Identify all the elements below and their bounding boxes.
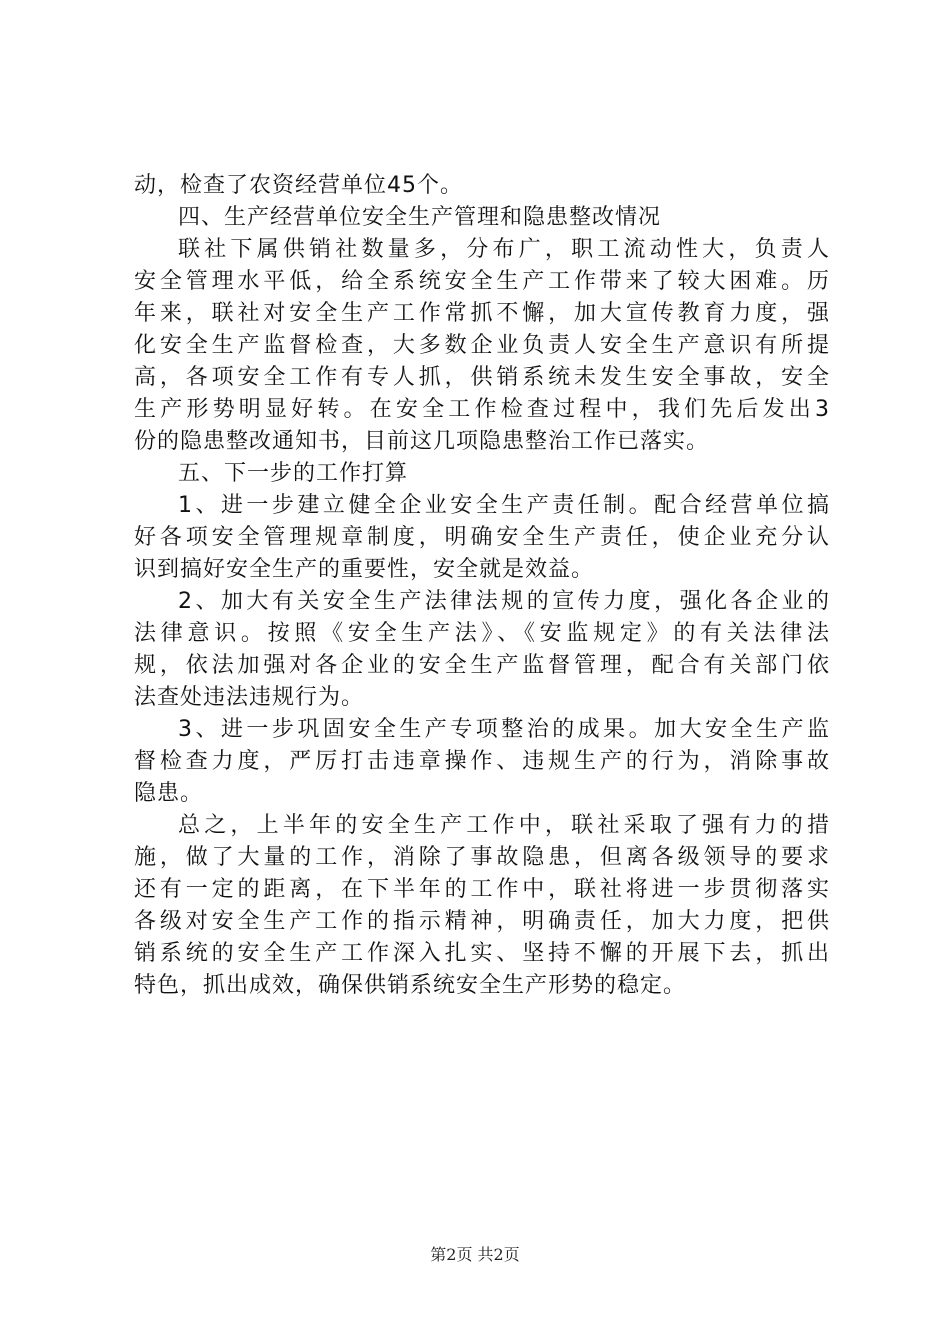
text-line: 联社下属供销社数量多，分布广，职工流动性大，负责人	[178, 237, 830, 262]
text-line: 年来，联社对安全生产工作常抓不懈，加大宣传教育力度，强	[134, 301, 830, 326]
section-heading: 四、生产经营单位安全生产管理和隐患整改情况	[178, 205, 662, 230]
text-line: 好各项安全管理规章制度，明确安全生产责任，使企业充分认	[134, 525, 830, 550]
text-line: 高，各项安全工作有专人抓，供销系统未发生安全事故，安全	[134, 365, 830, 390]
text-line: 1、进一步建立健全企业安全生产责任制。配合经营单位搞	[178, 493, 830, 518]
text-line: 2、加大有关安全生产法律法规的宣传力度，强化各企业的	[178, 589, 830, 614]
text-line: 特色，抓出成效，确保供销系统安全生产形势的稳定。	[134, 973, 687, 998]
text-line: 化安全生产监督检查，大多数企业负责人安全生产意识有所提	[134, 333, 830, 358]
text-line: 各级对安全生产工作的指示精神，明确责任，加大力度，把供	[134, 909, 830, 934]
section-heading: 五、下一步的工作打算	[178, 461, 409, 486]
text-line: 份的隐患整改通知书，目前这几项隐患整治工作已落实。	[134, 429, 710, 454]
text-line: 销系统的安全生产工作深入扎实、坚持不懈的开展下去，抓出	[134, 941, 830, 966]
text-line: 安全管理水平低，给全系统安全生产工作带来了较大困难。历	[134, 269, 830, 294]
text-line: 识到搞好安全生产的重要性，安全就是效益。	[134, 557, 595, 582]
text-line: 3、进一步巩固安全生产专项整治的成果。加大安全生产监	[178, 717, 830, 742]
text-line: 总之，上半年的安全生产工作中，联社采取了强有力的措	[178, 813, 830, 838]
text-line: 施，做了大量的工作，消除了事故隐患，但离各级领导的要求	[134, 845, 830, 870]
text-line: 动，检查了农资经营单位45个。	[134, 173, 463, 198]
text-line: 法律意识。按照《安全生产法》、《安监规定》的有关法律法	[134, 621, 830, 646]
text-line: 还有一定的距离，在下半年的工作中，联社将进一步贯彻落实	[134, 877, 830, 902]
text-line: 隐患。	[134, 781, 204, 806]
text-line: 督检查力度，严厉打击违章操作、违规生产的行为，消除事故	[134, 749, 830, 774]
text-line: 生产形势明显好转。在安全工作检查过程中，我们先后发出3	[134, 397, 830, 422]
page-number-footer: 第2页 共2页	[430, 1245, 520, 1264]
text-line: 规，依法加强对各企业的安全生产监督管理，配合有关部门依	[134, 653, 830, 678]
text-line: 法查处违法违规行为。	[134, 685, 365, 710]
